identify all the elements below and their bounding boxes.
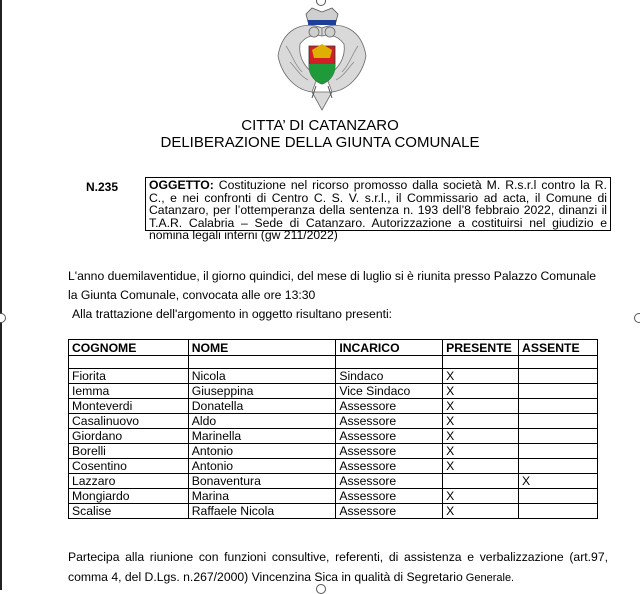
cell-incarico: Sindaco (336, 369, 443, 384)
cell-assente (519, 459, 598, 474)
cell-nome: Marinella (188, 429, 336, 444)
cell-assente (519, 384, 598, 399)
cell-nome: Aldo (188, 414, 336, 429)
cell-cognome: Mongiardo (69, 489, 189, 504)
cell-assente (519, 429, 598, 444)
cell-cognome: Casalinuovo (69, 414, 189, 429)
footer-small-text: Generale. (462, 572, 515, 584)
cell-incarico: Assessore (336, 414, 443, 429)
cell-cognome: Scalise (69, 504, 189, 519)
cell-incarico: Assessore (336, 429, 443, 444)
table-row (69, 399, 598, 414)
table-row (69, 444, 598, 459)
cell-cognome: Giordano (69, 429, 189, 444)
city-name: CITTA’ DI CATANZARO (241, 117, 399, 134)
cell-incarico: Vice Sindaco (336, 384, 443, 399)
oggetto-label: OGGETTO: (149, 178, 214, 192)
cell-incarico: Assessore (336, 504, 443, 519)
footer-paragraph (68, 547, 608, 588)
footer-text: Partecipa alla riunione con funzioni consultive, referenti, di assistenza e verbalizzazione (art.97, comma 4, del D.Lgs. n.267/2000) Vincenzina Sica in qualità di Segretario (68, 550, 608, 584)
cell-presente: X (443, 429, 519, 444)
cell-nome: Antonio (188, 459, 336, 474)
cell-assente (519, 504, 598, 519)
table-row (69, 489, 598, 504)
delibera-number: N.235 (86, 180, 119, 194)
cell-presente: X (443, 384, 519, 399)
table-row (69, 459, 598, 474)
cell-cognome: Monteverdi (69, 399, 189, 414)
trattazione-paragraph: Alla trattazione dell'argomento in oggetto risultano presenti: (72, 307, 393, 321)
header-assente: ASSENTE (519, 340, 598, 356)
intro-paragraph: L'anno duemilaventidue, il giorno quindici, del mese di luglio si è riunita presso Palazzo Comunale la Giunta Comunale, convocata alle ore 13:30 (68, 269, 597, 302)
cell-presente: X (443, 414, 519, 429)
table-row (69, 504, 598, 519)
header-incarico: INCARICO (336, 340, 443, 356)
page-left-edge (0, 0, 2, 590)
table-header-row (69, 340, 598, 356)
cell-cognome: Fiorita (69, 369, 189, 384)
resize-handle-left[interactable] (0, 313, 6, 323)
header-nome: NOME (188, 340, 336, 356)
table-row (69, 414, 598, 429)
cell-presente: X (443, 399, 519, 414)
cell-presente: X (443, 489, 519, 504)
cell-presente: X (443, 459, 519, 474)
oggetto-text: Costituzione nel ricorso promosso dalla società M. R.s.r.l contro la R. C., e nei confronti di Centro C. S. V. s.r.l., il Commissario ad acta, il Comune di Catanzaro, per l’ottemperanza della sentenza n. 193 dell’8 febbraio 2022, dinanzi il T.A.R. Calabria – Sede di Catanzaro. Autorizzazione a costituirsi nel giudizio e nomina legali interni (gw 211/2022) (149, 178, 607, 243)
cell-nome: Marina (188, 489, 336, 504)
table-spacer-row (69, 356, 598, 369)
cell-assente (519, 414, 598, 429)
cell-presente: X (443, 369, 519, 384)
cell-presente: X (443, 504, 519, 519)
cell-incarico: Assessore (336, 459, 443, 474)
cell-nome: Raffaele Nicola (188, 504, 336, 519)
cell-nome: Donatella (188, 399, 336, 414)
cell-incarico: Assessore (336, 399, 443, 414)
oggetto-box (145, 177, 611, 243)
cell-cognome: Iemma (69, 384, 189, 399)
table-row (69, 429, 598, 444)
cell-cognome: Lazzaro (69, 474, 189, 489)
cell-cognome: Cosentino (69, 459, 189, 474)
table-row (69, 369, 598, 384)
cell-nome: Nicola (188, 369, 336, 384)
cell-presente: X (443, 444, 519, 459)
cell-nome: Bonaventura (188, 474, 336, 489)
header-cognome: COGNOME (69, 340, 189, 356)
cell-assente (519, 369, 598, 384)
table-row (69, 474, 598, 489)
cell-incarico: Assessore (336, 444, 443, 459)
table-row (69, 384, 598, 399)
cell-assente (519, 399, 598, 414)
header-presente: PRESENTE (443, 340, 519, 356)
cell-incarico: Assessore (336, 489, 443, 504)
cell-nome: Giuseppina (188, 384, 336, 399)
cell-assente: X (519, 474, 598, 489)
cell-presente (443, 474, 519, 489)
cell-cognome: Borelli (69, 444, 189, 459)
cell-incarico: Assessore (336, 474, 443, 489)
cell-assente (519, 489, 598, 504)
resize-handle-right[interactable] (634, 313, 640, 323)
cell-assente (519, 444, 598, 459)
cell-nome: Antonio (188, 444, 336, 459)
document-title: DELIBERAZIONE DELLA GIUNTA COMUNALE (160, 134, 480, 151)
presence-table (68, 339, 598, 519)
coat-of-arms-icon (272, 6, 372, 114)
